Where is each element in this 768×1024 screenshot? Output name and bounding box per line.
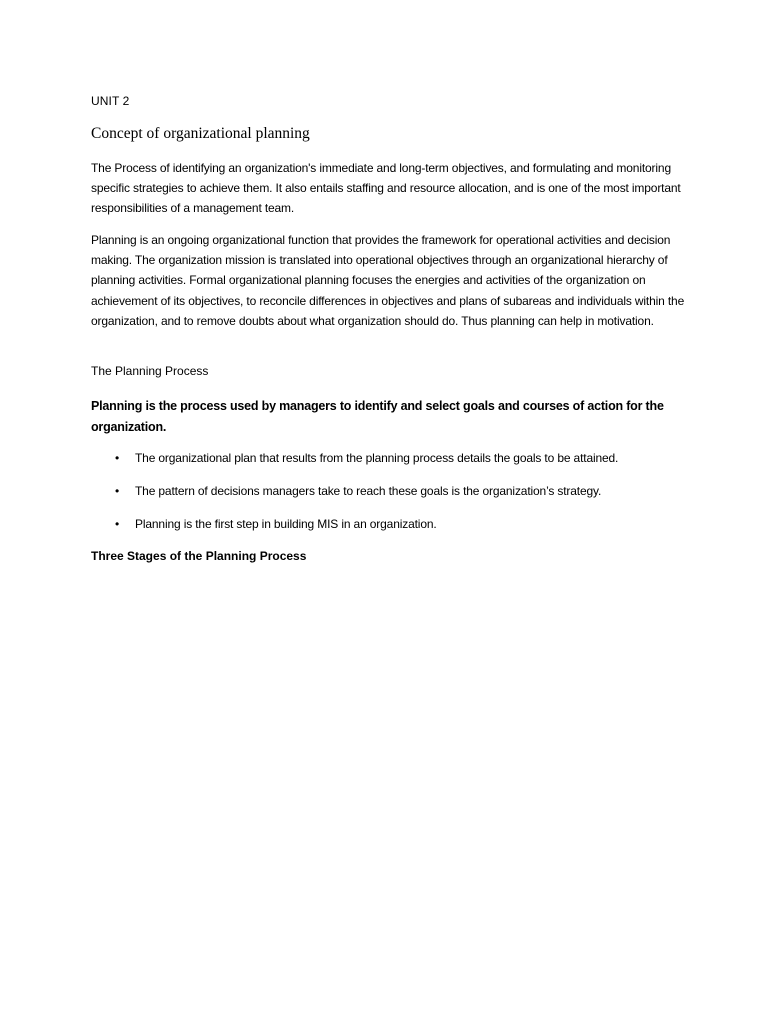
heading-planning-process: The Planning Process bbox=[91, 364, 209, 378]
paragraph-planning-definition: Planning is the process used by managers to identify and select goals and courses of action for the organization. bbox=[91, 399, 664, 434]
list-item-text: The pattern of decisions managers take to reach these goals is the organization’s strategy. bbox=[135, 484, 602, 498]
paragraph-planning-function: Planning is an ongoing organizational function that provides the framework for operational activities and decision making. The organization mission is translated into operational objectives through an organizational hierarchy of planning activities. Formal organizational planning focuses the energies and activities of the organization on achievement of its objectives, to reconcile differences in objectives and plans of subareas and individuals within the organization, and to remove doubts about what organization should do. Thus planning can help in motivation. bbox=[91, 233, 685, 328]
unit-label: UNIT 2 bbox=[91, 94, 130, 108]
list-item-text: The organizational plan that results from the planning process details the goals to be attained. bbox=[135, 451, 619, 465]
bullet-icon: • bbox=[115, 451, 120, 465]
bullet-icon: • bbox=[115, 484, 120, 498]
list-item-text: Planning is the first step in building MIS in an organization. bbox=[135, 517, 437, 531]
bullet-icon: • bbox=[115, 517, 120, 531]
page-title: Concept of organizational planning bbox=[91, 125, 310, 142]
heading-three-stages: Three Stages of the Planning Process bbox=[91, 549, 307, 563]
paragraph-definition: The Process of identifying an organization's immediate and long-term objectives, and formulating and monitoring specific strategies to achieve them. It also entails staffing and resource allocation, and is one of the most important responsibilities of a management team. bbox=[91, 161, 681, 216]
